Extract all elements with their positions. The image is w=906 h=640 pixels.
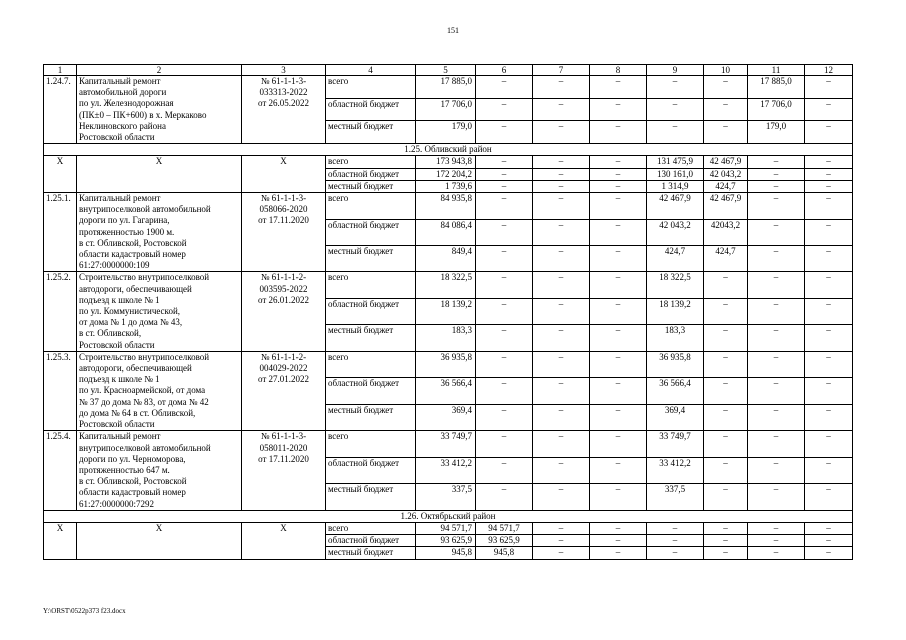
object-name-line: автодороги, обеспечивающей <box>79 283 192 294</box>
budget-line-row <box>44 522 853 534</box>
object-name-line: Х <box>155 522 163 533</box>
amount-cell: – <box>476 98 533 121</box>
amount-cell: 369,4 <box>647 404 704 430</box>
amount-cell: 183,3 <box>416 325 476 351</box>
amount-cell: – <box>590 535 647 547</box>
amount-cell: – <box>704 121 748 144</box>
funding-source-label: областной бюджет <box>326 98 416 121</box>
amount-cell: – <box>748 431 805 457</box>
object-name-line: Капитальный ремонт <box>79 76 161 86</box>
funding-source-label: местный бюджет <box>326 121 416 144</box>
amount-cell: – <box>476 298 533 324</box>
object-name-line: по ул. Железнодорожная <box>79 98 174 109</box>
budget-table <box>43 64 853 560</box>
amount-cell: 94 571,7 <box>416 522 476 534</box>
object-name-line: Капитальный ремонт <box>79 193 161 204</box>
object-name-line: области кадастровый номер <box>79 249 186 260</box>
amount-cell: – <box>590 193 647 219</box>
amount-cell: – <box>748 245 805 271</box>
amount-cell: – <box>704 351 748 377</box>
amount-cell: 93 625,9 <box>416 535 476 547</box>
amount-cell: – <box>805 484 853 510</box>
amount-cell: 36 566,4 <box>647 378 704 404</box>
amount-cell: 179,0 <box>416 121 476 144</box>
amount-cell: 84 935,8 <box>416 193 476 219</box>
district-title: 1.25. Обливский район <box>44 144 853 156</box>
column-number: 1 <box>44 65 77 76</box>
amount-cell: – <box>476 245 533 271</box>
object-name <box>77 76 242 144</box>
amount-cell: – <box>590 168 647 180</box>
column-number: 6 <box>476 65 533 76</box>
file-path-footer: Y:\ORST\0522p373 f23.docx <box>43 607 126 615</box>
amount-cell: – <box>748 180 805 192</box>
funding-source-label: областной бюджет <box>326 168 416 180</box>
amount-cell: 33 749,7 <box>416 431 476 457</box>
amount-cell: – <box>748 404 805 430</box>
district-section-row <box>44 144 853 156</box>
amount-cell: – <box>533 522 590 534</box>
amount-cell: – <box>805 245 853 271</box>
expertise-document-line: № 61-1-1-3- <box>260 76 307 86</box>
expertise-document-line: 033313-2022 <box>259 87 308 98</box>
item-number: 1.25.1. <box>44 193 77 272</box>
amount-cell: – <box>533 547 590 559</box>
budget-line-row <box>44 156 853 168</box>
budget-line-row <box>44 76 853 99</box>
amount-cell: – <box>704 535 748 547</box>
amount-cell: – <box>533 180 590 192</box>
amount-cell: – <box>590 156 647 168</box>
amount-cell: – <box>704 98 748 121</box>
amount-cell: – <box>533 431 590 457</box>
object-name-line: № 37 до дома № 83, от дома № 42 <box>79 396 209 407</box>
amount-cell: – <box>533 298 590 324</box>
funding-source-label: областной бюджет <box>326 298 416 324</box>
amount-cell: – <box>590 522 647 534</box>
amount-cell: – <box>805 76 853 99</box>
amount-cell: – <box>476 378 533 404</box>
amount-cell: 36 566,4 <box>416 378 476 404</box>
amount-cell: – <box>805 351 853 377</box>
amount-cell: – <box>590 457 647 483</box>
object-name-line: (ПК±0 – ПК+600) в х. Меркаково <box>79 109 207 120</box>
expertise-document <box>242 431 326 510</box>
object-name <box>77 193 242 272</box>
amount-cell: – <box>476 121 533 144</box>
object-name-line: протяженностью 1900 м. <box>79 226 175 237</box>
amount-cell: – <box>805 547 853 559</box>
amount-cell: – <box>647 547 704 559</box>
amount-cell: 1 314,9 <box>647 180 704 192</box>
amount-cell: – <box>805 168 853 180</box>
expertise-document-line: 058011-2020 <box>259 442 308 453</box>
amount-cell: – <box>590 98 647 121</box>
amount-cell: – <box>704 457 748 483</box>
amount-cell: 337,5 <box>416 484 476 510</box>
object-name-line: подъезд к школе № 1 <box>79 294 160 305</box>
amount-cell: – <box>533 121 590 144</box>
object-name-line: Строительство внутрипоселковой <box>79 351 210 362</box>
object-name-line: 61:27:0000000:109 <box>79 260 150 271</box>
amount-cell: – <box>647 121 704 144</box>
funding-source-label: местный бюджет <box>326 404 416 430</box>
amount-cell: – <box>533 245 590 271</box>
amount-cell: – <box>533 98 590 121</box>
amount-cell: – <box>704 325 748 351</box>
amount-cell: 33 412,2 <box>647 457 704 483</box>
object-name-line: Ростовской области <box>79 419 155 430</box>
column-number: 3 <box>242 65 326 76</box>
amount-cell: – <box>704 378 748 404</box>
amount-cell: – <box>533 457 590 483</box>
amount-cell: – <box>590 121 647 144</box>
amount-cell: – <box>704 404 748 430</box>
expertise-document <box>242 522 326 559</box>
amount-cell: – <box>748 484 805 510</box>
object-name-line: по ул. Красноармейской, от дома <box>79 385 206 396</box>
district-section-row <box>44 510 853 522</box>
expertise-document-line: 003595-2022 <box>259 283 308 294</box>
expertise-document <box>242 156 326 193</box>
object-name-line: по ул. Коммунистической, <box>79 306 181 317</box>
amount-cell: 18 139,2 <box>647 298 704 324</box>
budget-line-row <box>44 193 853 219</box>
amount-cell: – <box>590 404 647 430</box>
amount-cell: – <box>748 219 805 245</box>
expertise-document <box>242 76 326 144</box>
column-number: 5 <box>416 65 476 76</box>
object-name <box>77 272 242 351</box>
amount-cell: 849,4 <box>416 245 476 271</box>
amount-cell: – <box>590 245 647 271</box>
funding-source-label: всего <box>326 76 416 99</box>
expertise-document-line: № 61-1-1-2- <box>260 351 307 362</box>
amount-cell: – <box>805 219 853 245</box>
object-name-line: в ст. Обливской, Ростовской <box>79 237 187 248</box>
amount-cell: 130 161,0 <box>647 168 704 180</box>
amount-cell: 17 885,0 <box>416 76 476 99</box>
amount-cell: 36 935,8 <box>647 351 704 377</box>
amount-cell: – <box>748 325 805 351</box>
amount-cell: – <box>476 76 533 99</box>
amount-cell: 33 412,2 <box>416 457 476 483</box>
budget-line-row <box>44 351 853 377</box>
column-number: 10 <box>704 65 748 76</box>
column-number: 2 <box>77 65 242 76</box>
amount-cell: – <box>476 168 533 180</box>
amount-cell: – <box>533 272 590 298</box>
amount-cell: – <box>533 378 590 404</box>
object-name-line: от дома № 1 до дома № 43, <box>79 317 183 328</box>
amount-cell: – <box>476 272 533 298</box>
amount-cell: – <box>590 484 647 510</box>
amount-cell: 424,7 <box>704 180 748 192</box>
amount-cell: – <box>476 325 533 351</box>
amount-cell: – <box>533 351 590 377</box>
amount-cell: 18 322,5 <box>416 272 476 298</box>
object-name-line: автодороги, обеспечивающей <box>79 363 192 374</box>
object-name-line: Ростовской области <box>79 339 155 350</box>
funding-source-label: всего <box>326 351 416 377</box>
object-name-line: автомобильной дороги <box>79 87 167 98</box>
expertise-document-line: Х <box>280 522 287 533</box>
amount-cell: – <box>805 298 853 324</box>
expertise-document-line: от 26.01.2022 <box>257 294 310 305</box>
amount-cell: 94 571,7 <box>476 522 533 534</box>
funding-source-label: местный бюджет <box>326 180 416 192</box>
object-name-line: области кадастровый номер <box>79 487 186 498</box>
amount-cell: – <box>748 168 805 180</box>
amount-cell: – <box>590 219 647 245</box>
object-name-line: Строительство внутрипоселковой <box>79 272 210 283</box>
amount-cell: 173 943,8 <box>416 156 476 168</box>
item-number: 1.24.7. <box>44 76 77 144</box>
amount-cell: – <box>533 193 590 219</box>
item-number: 1.25.4. <box>44 431 77 510</box>
column-number: 8 <box>590 65 647 76</box>
amount-cell: – <box>704 298 748 324</box>
amount-cell: – <box>748 351 805 377</box>
expertise-document-line: № 61-1-1-2- <box>260 272 307 283</box>
column-number: 9 <box>647 65 704 76</box>
amount-cell: – <box>748 378 805 404</box>
object-name-line: внутрипоселковой автомобильной <box>79 204 211 215</box>
amount-cell: – <box>476 193 533 219</box>
amount-cell: – <box>590 351 647 377</box>
amount-cell: – <box>590 298 647 324</box>
amount-cell: 183,3 <box>647 325 704 351</box>
expertise-document-line: № 61-1-1-3- <box>260 431 307 442</box>
expertise-document-line: от 27.01.2022 <box>257 374 310 385</box>
amount-cell: – <box>476 156 533 168</box>
amount-cell: 18 139,2 <box>416 298 476 324</box>
object-name <box>77 522 242 559</box>
amount-cell: – <box>704 76 748 99</box>
amount-cell: – <box>647 98 704 121</box>
amount-cell: – <box>533 404 590 430</box>
amount-cell: – <box>476 484 533 510</box>
amount-cell: 945,8 <box>416 547 476 559</box>
amount-cell: – <box>533 168 590 180</box>
object-name <box>77 351 242 430</box>
expertise-document-line: № 61-1-1-3- <box>260 193 307 204</box>
budget-line-row <box>44 272 853 298</box>
amount-cell: – <box>590 325 647 351</box>
amount-cell: – <box>704 522 748 534</box>
amount-cell: – <box>533 484 590 510</box>
page-number: 151 <box>447 26 459 35</box>
amount-cell: – <box>590 76 647 99</box>
amount-cell: 36 935,8 <box>416 351 476 377</box>
amount-cell: – <box>805 431 853 457</box>
amount-cell: – <box>805 378 853 404</box>
amount-cell: – <box>748 156 805 168</box>
amount-cell: 93 625,9 <box>476 535 533 547</box>
item-number: 1.25.3. <box>44 351 77 430</box>
amount-cell: 179,0 <box>748 121 805 144</box>
funding-source-label: областной бюджет <box>326 378 416 404</box>
amount-cell: 42 467,9 <box>704 156 748 168</box>
expertise-document <box>242 272 326 351</box>
amount-cell: – <box>533 156 590 168</box>
column-number-header <box>44 65 853 76</box>
amount-cell: – <box>805 522 853 534</box>
amount-cell: – <box>748 547 805 559</box>
funding-source-label: областной бюджет <box>326 219 416 245</box>
amount-cell: – <box>476 219 533 245</box>
funding-source-label: всего <box>326 272 416 298</box>
amount-cell: – <box>805 121 853 144</box>
amount-cell: 42 467,9 <box>704 193 748 219</box>
amount-cell: – <box>590 431 647 457</box>
column-number: 7 <box>533 65 590 76</box>
funding-source-label: всего <box>326 522 416 534</box>
expertise-document-line: от 17.11.2020 <box>258 453 309 464</box>
funding-source-label: всего <box>326 431 416 457</box>
object-name-line: подъезд к школе № 1 <box>79 374 160 385</box>
object-name-line: в ст. Обливской, <box>79 328 142 339</box>
item-number: Х <box>44 522 77 559</box>
amount-cell: 42 467,9 <box>647 193 704 219</box>
amount-cell: – <box>533 219 590 245</box>
object-name <box>77 156 242 193</box>
amount-cell: 172 204,2 <box>416 168 476 180</box>
amount-cell: – <box>805 156 853 168</box>
expertise-document <box>242 193 326 272</box>
object-name-line: Неклиновского района <box>79 120 166 131</box>
district-title: 1.26. Октябрьский район <box>44 510 853 522</box>
amount-cell: 131 475,9 <box>647 156 704 168</box>
object-name-line: дороги по ул. Гагарина, <box>79 215 170 226</box>
amount-cell: 17 706,0 <box>748 98 805 121</box>
object-name-line: Х <box>155 156 163 167</box>
amount-cell: 369,4 <box>416 404 476 430</box>
amount-cell: – <box>476 351 533 377</box>
object-name-line: внутрипоселковой автомобильной <box>79 442 211 453</box>
amount-cell: – <box>476 404 533 430</box>
amount-cell: – <box>748 522 805 534</box>
amount-cell: – <box>748 535 805 547</box>
amount-cell: 42 043,2 <box>704 168 748 180</box>
amount-cell: 42043,2 <box>704 219 748 245</box>
amount-cell: 17 706,0 <box>416 98 476 121</box>
amount-cell: 337,5 <box>647 484 704 510</box>
amount-cell: – <box>805 98 853 121</box>
amount-cell: – <box>805 325 853 351</box>
amount-cell: – <box>805 272 853 298</box>
amount-cell: – <box>805 193 853 219</box>
funding-source-label: областной бюджет <box>326 535 416 547</box>
amount-cell: – <box>704 547 748 559</box>
amount-cell: – <box>748 272 805 298</box>
object-name-line: протяженностью 647 м. <box>79 464 170 475</box>
amount-cell: – <box>476 180 533 192</box>
amount-cell: – <box>476 431 533 457</box>
amount-cell: – <box>748 457 805 483</box>
amount-cell: 42 043,2 <box>647 219 704 245</box>
item-number: Х <box>44 156 77 193</box>
amount-cell: – <box>704 272 748 298</box>
amount-cell: – <box>805 404 853 430</box>
object-name <box>77 431 242 510</box>
amount-cell: – <box>805 535 853 547</box>
amount-cell: 33 749,7 <box>647 431 704 457</box>
amount-cell: – <box>805 180 853 192</box>
expertise-document-line: Х <box>280 156 287 167</box>
amount-cell: – <box>647 76 704 99</box>
column-number: 4 <box>326 65 416 76</box>
object-name-line: в ст. Обливской, Ростовской <box>79 476 187 487</box>
funding-source-label: местный бюджет <box>326 547 416 559</box>
column-number: 12 <box>805 65 853 76</box>
amount-cell: – <box>748 298 805 324</box>
column-number: 11 <box>748 65 805 76</box>
amount-cell: – <box>533 325 590 351</box>
amount-cell: – <box>533 76 590 99</box>
expertise-document <box>242 351 326 430</box>
amount-cell: 17 885,0 <box>748 76 805 99</box>
amount-cell: – <box>647 522 704 534</box>
object-name-line: 61:27:0000000:7292 <box>79 498 155 509</box>
object-name-line: до дома № 64 в ст. Обливской, <box>79 407 196 418</box>
budget-line-row <box>44 431 853 457</box>
amount-cell: – <box>590 378 647 404</box>
object-name-line: Капитальный ремонт <box>79 431 161 442</box>
item-number: 1.25.2. <box>44 272 77 351</box>
amount-cell: – <box>704 431 748 457</box>
amount-cell: 18 322,5 <box>647 272 704 298</box>
funding-source-label: областной бюджет <box>326 457 416 483</box>
amount-cell: – <box>590 547 647 559</box>
amount-cell: – <box>748 193 805 219</box>
expertise-document-line: от 17.11.2020 <box>258 215 309 226</box>
amount-cell: 84 086,4 <box>416 219 476 245</box>
amount-cell: – <box>590 272 647 298</box>
object-name-line: дороги по ул. Черноморова, <box>79 453 186 464</box>
expertise-document-line: 004029-2022 <box>259 363 308 374</box>
amount-cell: 945,8 <box>476 547 533 559</box>
amount-cell: 1 739,6 <box>416 180 476 192</box>
object-name-line: Ростовской области <box>79 132 155 143</box>
funding-source-label: местный бюджет <box>326 325 416 351</box>
amount-cell: – <box>704 484 748 510</box>
amount-cell: – <box>647 535 704 547</box>
funding-source-label: местный бюджет <box>326 484 416 510</box>
amount-cell: 424,7 <box>647 245 704 271</box>
amount-cell: – <box>590 180 647 192</box>
funding-source-label: местный бюджет <box>326 245 416 271</box>
funding-source-label: всего <box>326 156 416 168</box>
amount-cell: – <box>533 535 590 547</box>
amount-cell: 424,7 <box>704 245 748 271</box>
expertise-document-line: 058066-2020 <box>259 204 308 215</box>
amount-cell: – <box>805 457 853 483</box>
amount-cell: – <box>476 457 533 483</box>
funding-source-label: всего <box>326 193 416 219</box>
expertise-document-line: от 26.05.2022 <box>257 98 310 109</box>
